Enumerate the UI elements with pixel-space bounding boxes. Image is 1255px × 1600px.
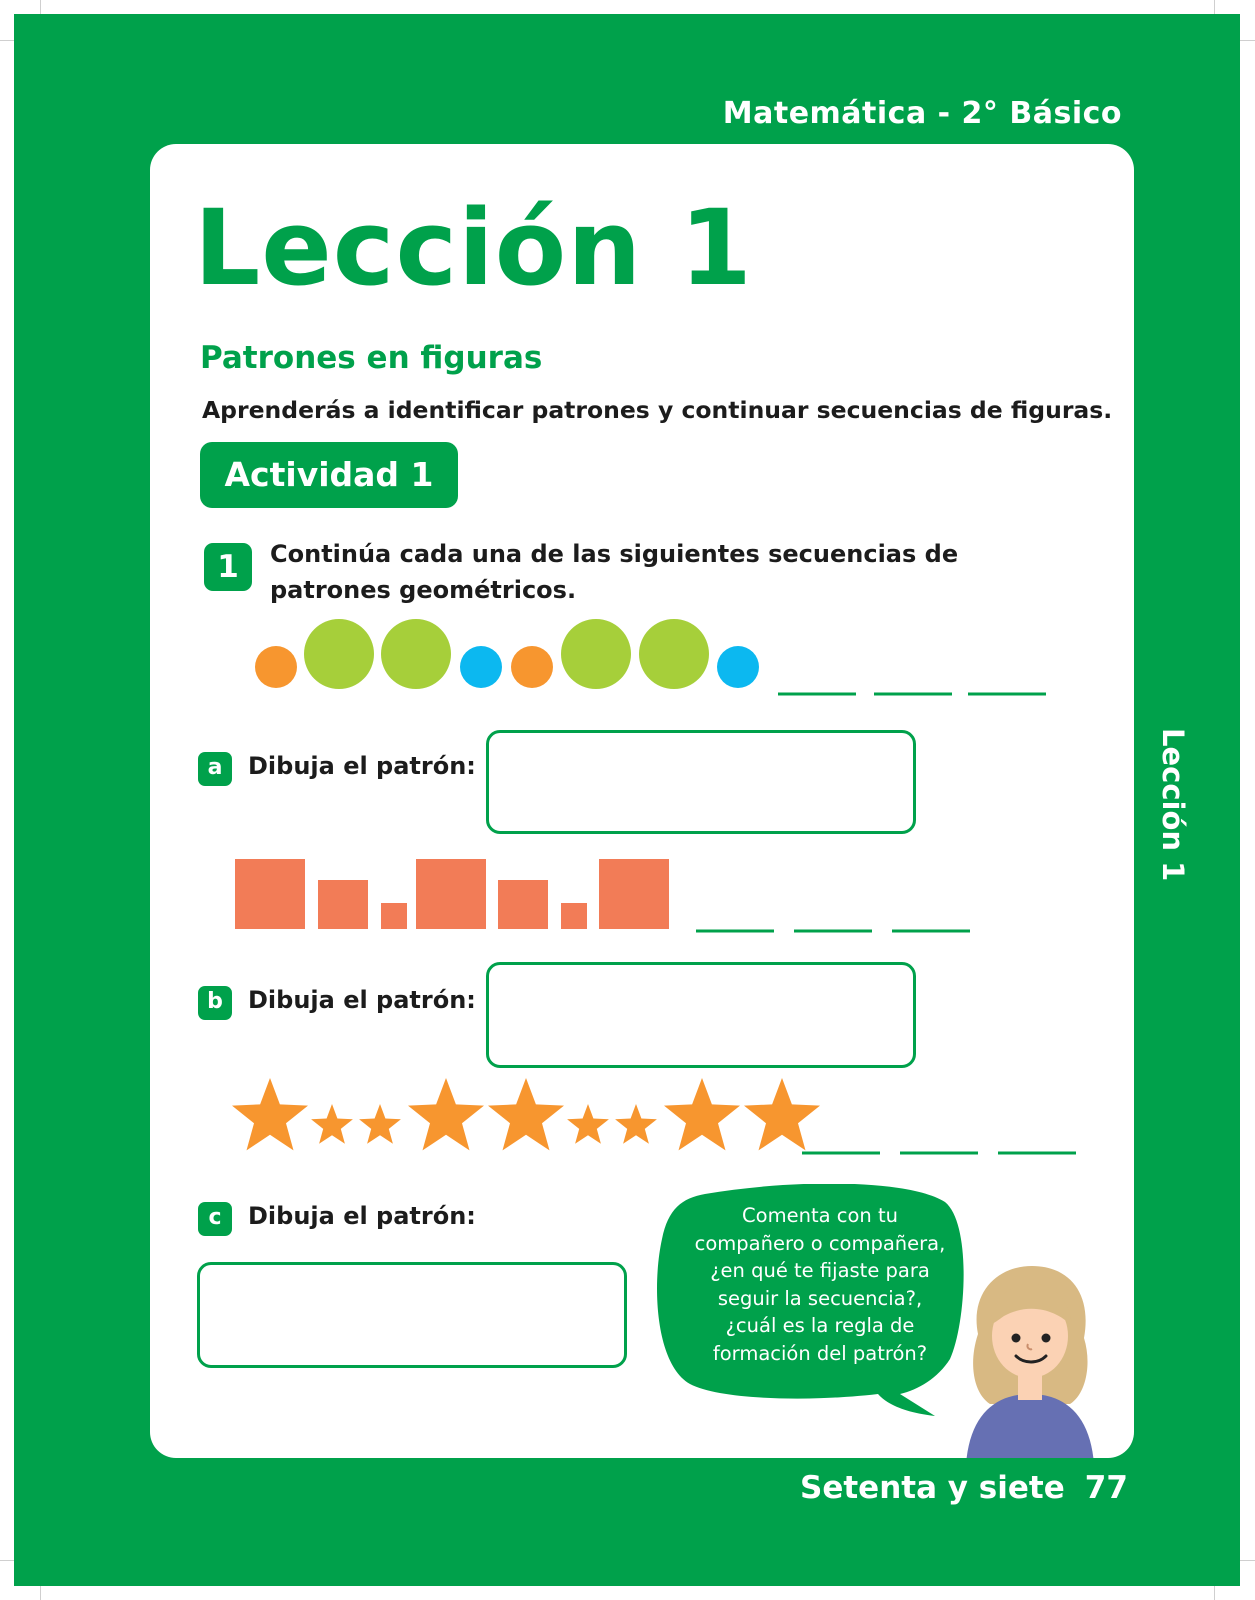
activity-badge: Actividad 1 [200, 442, 458, 508]
medium-square [318, 880, 368, 929]
content-card [150, 144, 1134, 1458]
big-star [488, 1078, 564, 1150]
draw-pattern-box-b[interactable] [486, 962, 916, 1068]
big-square [416, 859, 486, 929]
page-footer [800, 1470, 1128, 1506]
draw-pattern-box-c[interactable] [197, 1262, 627, 1368]
bubble-line: formación del patrón? [712, 1341, 928, 1365]
big-green-circle [381, 619, 451, 689]
bubble-line: compañero o compañera, [694, 1231, 946, 1255]
lesson-goal: Aprenderás a identificar patrones y continuar secuencias de figuras. [202, 396, 1113, 424]
big-square [235, 859, 305, 929]
big-green-circle [561, 619, 631, 689]
big-star [744, 1078, 820, 1150]
bubble-line: Comenta con tu [742, 1204, 898, 1227]
small-orange-circle [255, 646, 297, 688]
small-star [311, 1104, 353, 1144]
question-instruction: Continúa cada una de las siguientes secuencias de patrones geométricos. [270, 540, 959, 604]
small-blue-circle [460, 646, 502, 688]
page-number: 77 [1084, 1470, 1128, 1506]
medium-square [498, 880, 548, 929]
big-star [664, 1078, 740, 1150]
item-badge-a: a [198, 752, 232, 786]
item-label-c: Dibuja el patrón: [248, 1202, 476, 1230]
small-orange-circle [511, 646, 553, 688]
square-sequence [150, 854, 1134, 944]
big-star [408, 1078, 484, 1150]
small-blue-circle [717, 646, 759, 688]
small-square [381, 903, 407, 929]
item-label-b: Dibuja el patrón: [248, 986, 476, 1014]
big-square [599, 859, 669, 929]
bubble-line: ¿en qué te fijaste para [710, 1259, 930, 1282]
side-tab [1150, 728, 1194, 882]
page-number-words: Setenta y siete [800, 1470, 1065, 1506]
bubble-line: seguir la secuencia?, [717, 1286, 923, 1310]
small-star [615, 1104, 657, 1144]
girl-avatar-icon [960, 1254, 1100, 1458]
lesson-title: Lección 1 [194, 187, 753, 309]
small-star [359, 1104, 401, 1144]
bubble-line: ¿cuál es la regla de [725, 1314, 915, 1337]
big-green-circle [639, 619, 709, 689]
side-tab-label: Lección 1 [1156, 728, 1190, 882]
big-green-circle [304, 619, 374, 689]
subject-header: Matemática - 2° Básico [722, 96, 1122, 131]
small-star [567, 1104, 609, 1144]
draw-pattern-box-a[interactable] [486, 730, 916, 834]
lesson-subtitle: Patrones en figuras [200, 340, 543, 376]
star-sequence [150, 1074, 1134, 1164]
item-badge-c: c [198, 1202, 232, 1236]
item-badge-b: b [198, 986, 232, 1020]
question-number: 1 [204, 543, 252, 591]
small-square [561, 903, 587, 929]
item-label-a: Dibuja el patrón: [248, 752, 476, 780]
speech-bubble-text [672, 1202, 968, 1367]
big-star [232, 1078, 308, 1150]
circle-sequence [150, 614, 1134, 714]
